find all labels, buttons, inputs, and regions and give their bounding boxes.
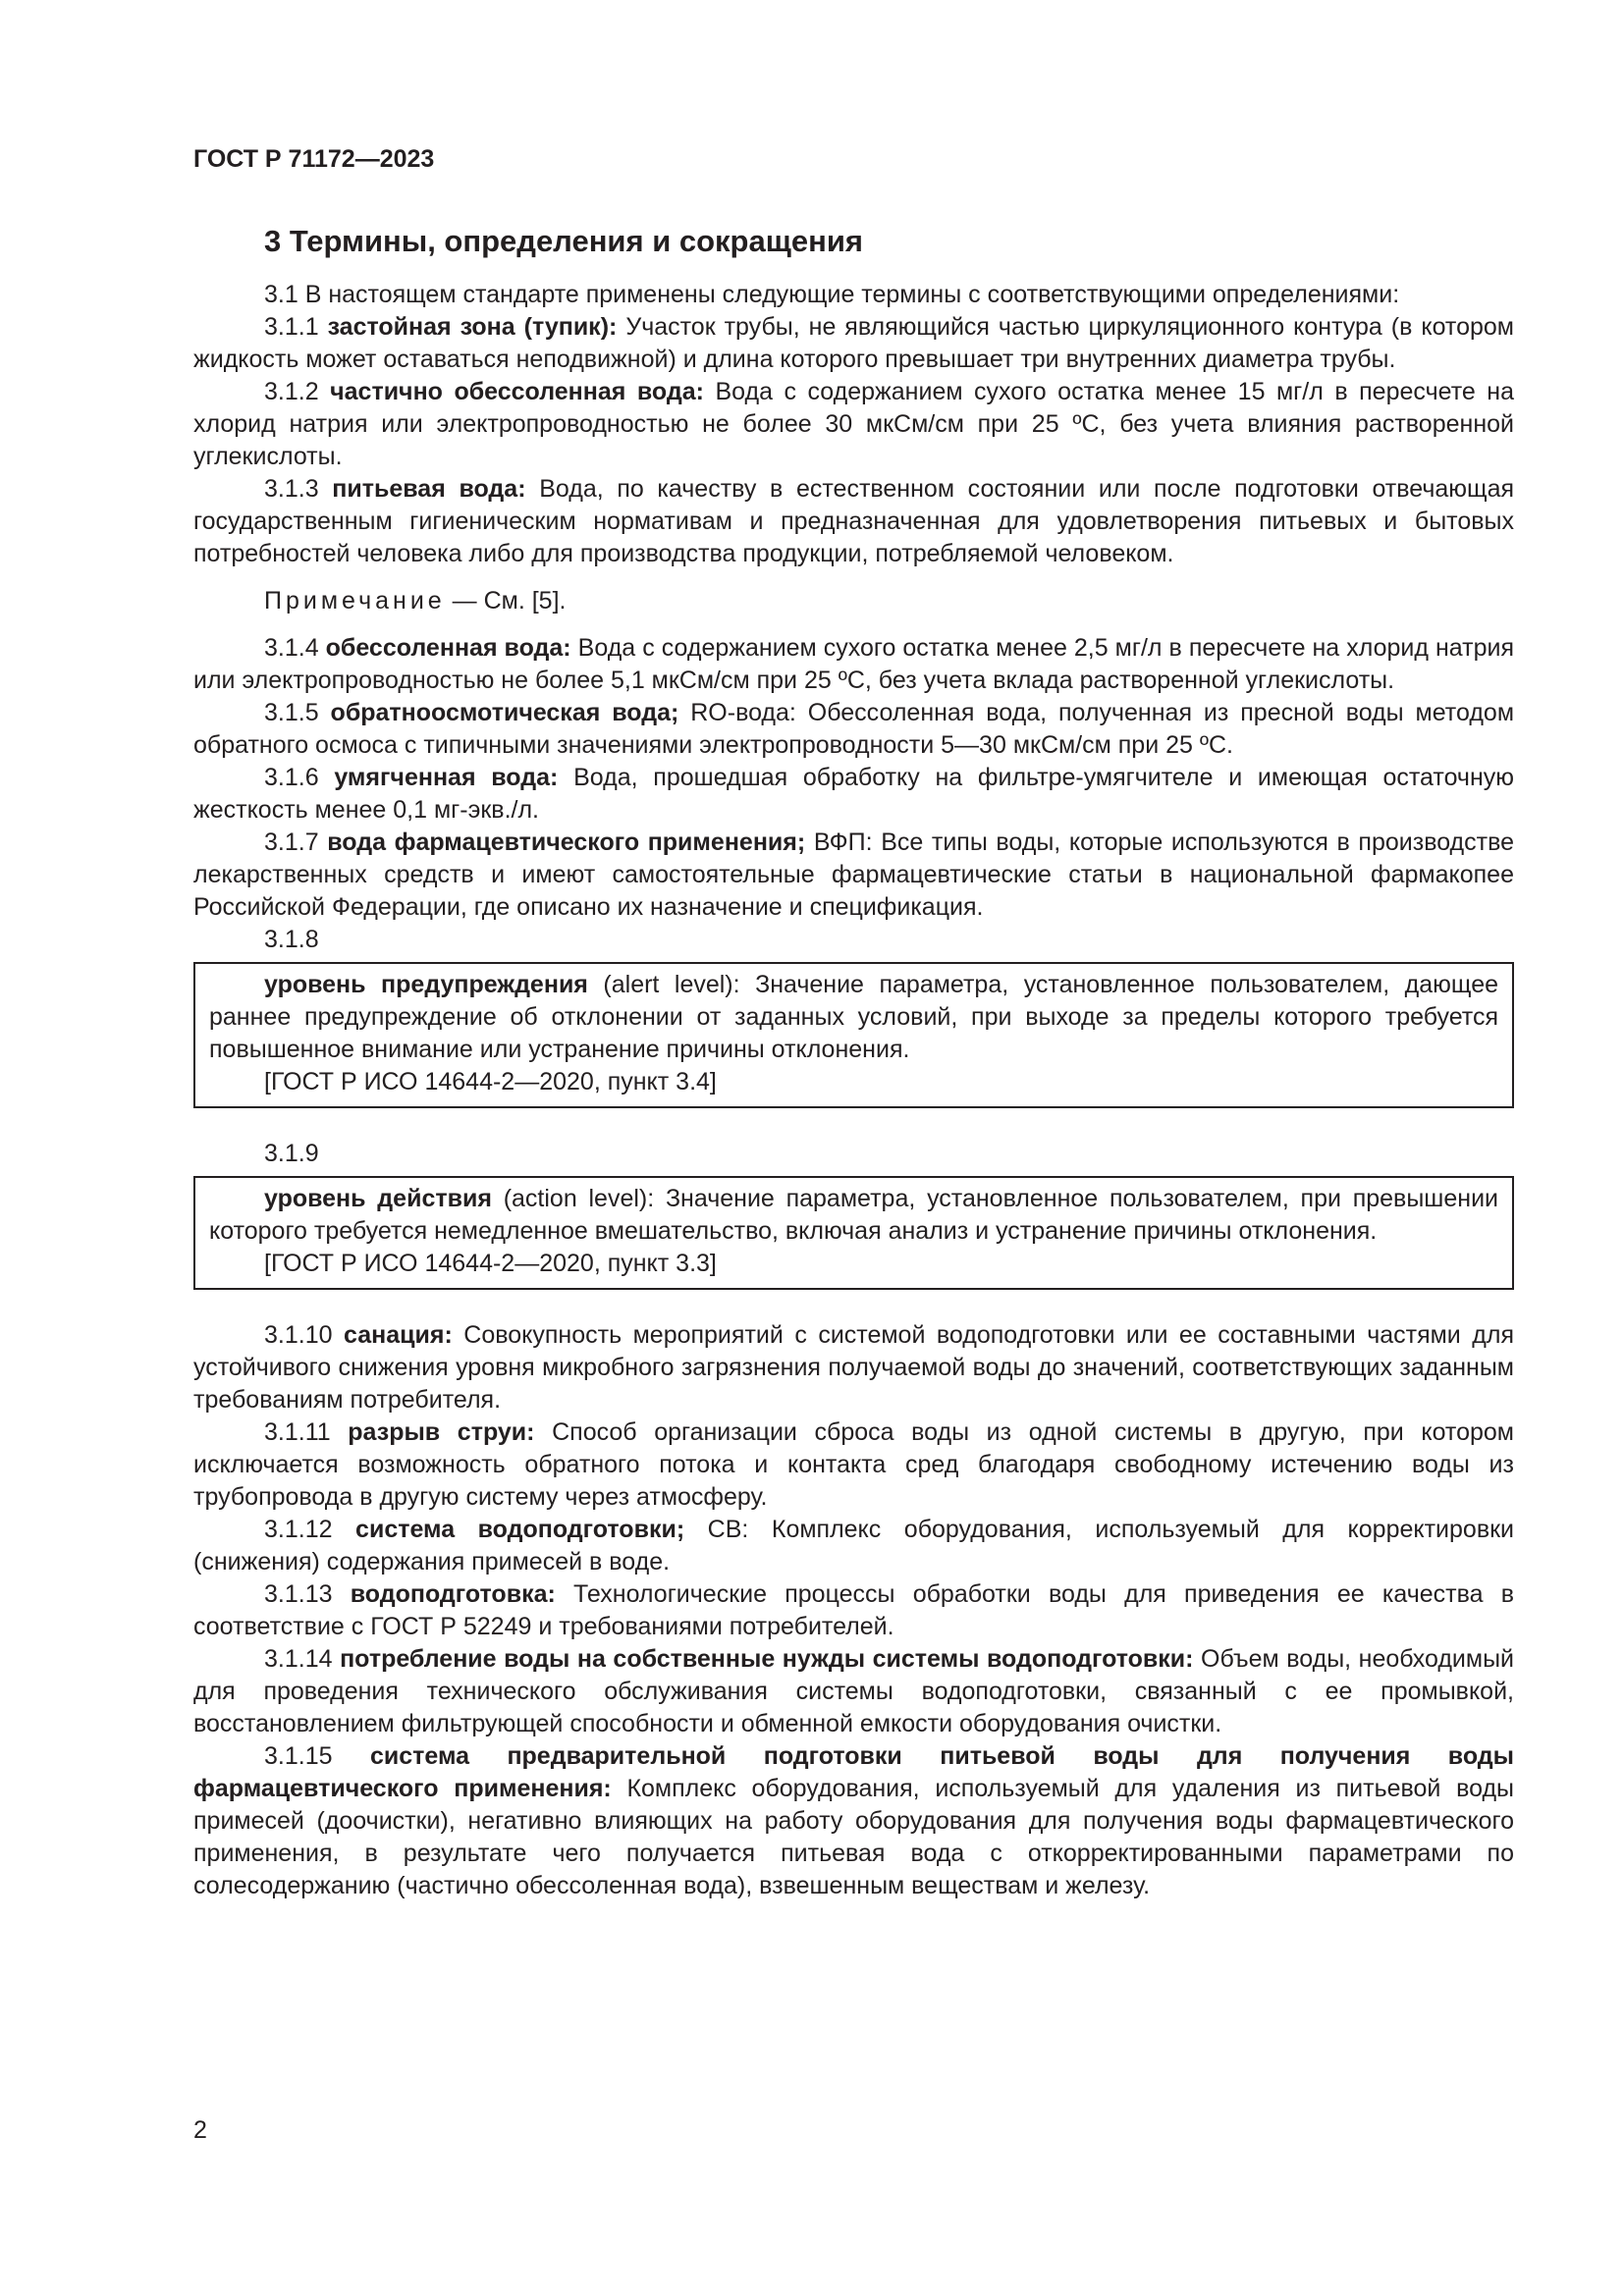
note-3-1-3 bbox=[264, 585, 1514, 617]
term-name: водоподготовка: bbox=[350, 1580, 556, 1608]
page-number: 2 bbox=[193, 2116, 207, 2144]
term-reference: [ГОСТ Р ИСО 14644-2—2020, пункт 3.3] bbox=[264, 1250, 717, 1277]
term-number: 3.1.3 bbox=[264, 475, 319, 503]
term-definition: Объем воды, необходимый для проведения технического обслуживания системы водоподготовки, связанный с ее промывкой, восстановлением фильтрующей способности и обменной емкости оборудования очистки. bbox=[193, 1645, 1514, 1737]
term-name: питьевая вода: bbox=[332, 475, 526, 503]
term-name: вода фармацевтического применения; bbox=[327, 828, 806, 856]
term-name: обратноосмотическая вода; bbox=[330, 699, 679, 726]
term-definition: (alert level): Значение параметра, установленное пользователем, дающее раннее предупреждение об отклонении от заданных условий, при выходе за пределы которого требуется повышенное внимание или устранение причины отклонения. bbox=[209, 971, 1498, 1063]
term-3-1-8-box bbox=[193, 962, 1514, 1108]
term-number: 3.1.6 bbox=[264, 764, 319, 791]
term-definition: (action level): Значение параметра, установленное пользователем, при превышении которого требуется немедленное вмешательство, включая анализ и устранение причины отклонения. bbox=[209, 1185, 1499, 1245]
term-number: 3.1.11 bbox=[264, 1418, 331, 1446]
term-name: потребление воды на собственные нужды системы водоподготовки: bbox=[340, 1645, 1194, 1673]
note-text: — См. [5]. bbox=[445, 587, 567, 614]
term-definition: Комплекс оборудования, используемый для удаления из питьевой воды примесей (доочистки), негативно влияющих на работу оборудования для получения воды фармацевтического применения, в результате чего получается питьевая вода с откорректированными параметрами по солесодержанию (частично обессоленная вода), взвешенным веществам и железу. bbox=[193, 1775, 1514, 1899]
term-name: умягченная вода: bbox=[334, 764, 559, 791]
term-definition: Вода с содержанием сухого остатка менее 2,5 мг/л в пересчете на хлорид натрия или электропроводностью не более 5,1 мкСм/см при 25 ºС, без учета вклада растворенной углекислоты. bbox=[193, 634, 1515, 694]
term-number: 3.1.5 bbox=[264, 699, 319, 726]
term-number: 3.1.1 bbox=[264, 313, 319, 341]
term-3-1-14 bbox=[193, 1643, 1514, 1740]
term-number: 3.1.12 bbox=[264, 1516, 333, 1543]
term-number: 3.1.4 bbox=[264, 634, 319, 662]
term-3-1-7 bbox=[193, 827, 1514, 924]
page-content bbox=[193, 222, 1514, 1902]
term-3-1-1 bbox=[193, 311, 1514, 376]
term-3-1-9 bbox=[209, 1183, 1498, 1248]
term-name: санация: bbox=[344, 1321, 453, 1349]
term-number: 3.1.13 bbox=[264, 1580, 333, 1608]
term-3-1-9-number: 3.1.9 bbox=[264, 1140, 319, 1167]
term-definition: Вода, прошедшая обработку на фильтре-умягчителе и имеющая остаточную жесткость менее 0,1 мг-экв./л. bbox=[193, 764, 1515, 824]
term-name: уровень действия bbox=[264, 1185, 492, 1212]
term-definition: ВФП: Все типы воды, которые используются в производстве лекарственных средств и имеют самостоятельные фармацевтические статьи в национальной фармакопее Российской Федерации, где описано их назначение и спецификация. bbox=[193, 828, 1514, 921]
term-definition: Вода, по качеству в естественном состоянии или после подготовки отвечающая государственным гигиеническим нормативам и предназначенная для удовлетворения питьевых и бытовых потребностей человека либо для производства продукции, потребляемой человеком. bbox=[193, 475, 1515, 567]
term-definition: Способ организации сброса воды из одной системы в другую, при котором исключается возможность обратного потока и контакта сред благодаря свободному истечению воды из трубопровода в другую систему через атмосферу. bbox=[193, 1418, 1514, 1511]
term-definition: СВ: Комплекс оборудования, используемый для корректировки (снижения) содержания примесей в воде. bbox=[193, 1516, 1514, 1575]
intro-paragraph: 3.1 В настоящем стандарте применены следующие термины с соответствующими определениями: bbox=[264, 281, 1400, 308]
term-number: 3.1.15 bbox=[264, 1742, 333, 1770]
term-3-1-10 bbox=[193, 1319, 1514, 1416]
term-3-1-2 bbox=[193, 376, 1514, 473]
term-3-1-8-number: 3.1.8 bbox=[264, 926, 319, 953]
term-3-1-15 bbox=[193, 1740, 1514, 1902]
term-name: частично обессоленная вода: bbox=[330, 378, 704, 405]
term-number: 3.1.14 bbox=[264, 1645, 333, 1673]
term-reference: [ГОСТ Р ИСО 14644-2—2020, пункт 3.4] bbox=[264, 1068, 717, 1095]
term-number: 3.1.7 bbox=[264, 828, 319, 856]
term-3-1-9-box bbox=[193, 1176, 1514, 1290]
term-name: система водоподготовки; bbox=[355, 1516, 685, 1543]
term-number: 3.1.10 bbox=[264, 1321, 333, 1349]
term-definition: Участок трубы, не являющийся частью циркуляционного контура (в котором жидкость может оставаться неподвижной) и длина которого превышает три внутренних диаметра трубы. bbox=[193, 313, 1514, 373]
term-name: разрыв струи: bbox=[348, 1418, 535, 1446]
term-definition: RO-вода: Обессоленная вода, полученная из пресной воды методом обратного осмоса с типичными значениями электропроводности 5—30 мкСм/см при 25 ºС. bbox=[193, 699, 1515, 759]
term-3-1-6 bbox=[193, 762, 1514, 827]
term-3-1-11 bbox=[193, 1416, 1514, 1514]
term-3-1-12 bbox=[193, 1514, 1514, 1578]
term-name: уровень предупреждения bbox=[264, 971, 588, 998]
term-3-1-5 bbox=[193, 697, 1514, 762]
document-code-header: ГОСТ Р 71172—2023 bbox=[193, 145, 435, 173]
term-3-1-13 bbox=[193, 1578, 1514, 1643]
term-definition: Вода с содержанием сухого остатка менее 15 мг/л в пересчете на хлорид натрия или электропроводностью не более 30 мкСм/см при 25 ºС, без учета влияния растворенной углекислоты. bbox=[193, 378, 1514, 470]
term-number: 3.1.2 bbox=[264, 378, 319, 405]
term-3-1-3 bbox=[193, 473, 1514, 570]
note-label: Примечание bbox=[264, 587, 446, 614]
term-name: обессоленная вода: bbox=[325, 634, 571, 662]
term-3-1-8 bbox=[209, 969, 1498, 1066]
section-title: 3 Термины, определения и сокращения bbox=[264, 224, 863, 258]
term-name: система предварительной подготовки питьевой воды для получения воды фармацевтического применения: bbox=[193, 1742, 1515, 1802]
term-definition: Совокупность мероприятий с системой водоподготовки или ее составными частями для устойчивого снижения уровня микробного загрязнения получаемой воды до значений, соответствующих заданным требованиям потребителя. bbox=[193, 1321, 1514, 1414]
term-definition: Технологические процессы обработки воды для приведения ее качества в соответствие с ГОСТ Р 52249 и требованиями потребителей. bbox=[193, 1580, 1514, 1640]
term-name: застойная зона (тупик): bbox=[327, 313, 618, 341]
term-3-1-4 bbox=[193, 632, 1514, 697]
